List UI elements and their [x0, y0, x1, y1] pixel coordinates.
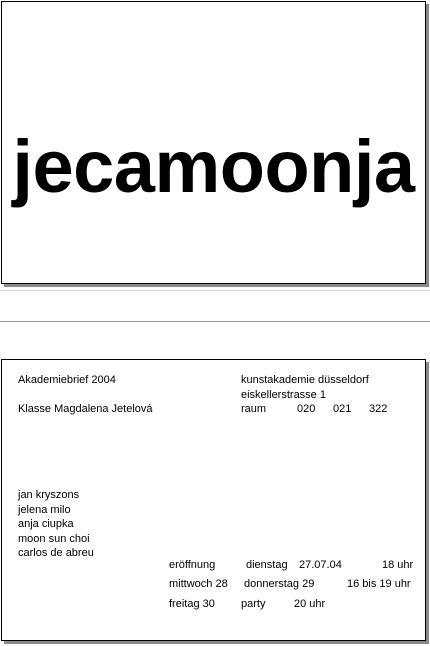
schedule-day: mittwoch 28 — [169, 578, 228, 590]
artist-name: moon sun choi — [18, 532, 90, 545]
artist-name: anja ciupka — [18, 518, 74, 530]
header-line-2: Klasse Magdalena Jetelová — [18, 403, 153, 415]
room-number: 021 — [333, 403, 352, 415]
schedule-day: donnerstag 29 — [244, 578, 315, 590]
exhibition-title: jecamoonja — [12, 125, 415, 208]
institution-name: kunstakademie düsseldorf — [241, 374, 369, 386]
artist-list — [18, 488, 94, 561]
room-number: 020 — [297, 403, 316, 415]
opening-date: 27.07.04 — [299, 559, 342, 571]
opening-label: eröffnung — [169, 559, 216, 571]
schedule-time: 20 uhr — [294, 598, 326, 610]
back-card — [1, 359, 426, 641]
room-number: 322 — [369, 403, 388, 415]
left-header — [18, 373, 153, 417]
street-address: eiskellerstrasse 1 — [241, 388, 326, 401]
header-line-1: Akademiebrief 2004 — [18, 374, 116, 386]
artist-name: carlos de abreu — [18, 547, 94, 559]
divider-line — [0, 290, 430, 291]
opening-time: 18 uhr — [382, 559, 414, 571]
room-row — [241, 402, 387, 417]
artist-name: jan kryszons — [18, 489, 80, 501]
opening-day: dienstag — [246, 559, 288, 571]
divider-line — [0, 321, 430, 322]
schedule-time: 16 bis 19 uhr — [347, 578, 411, 590]
right-header — [241, 373, 387, 417]
schedule-day: freitag 30 — [169, 598, 215, 610]
schedule-event: party — [241, 598, 266, 610]
room-label: raum — [241, 403, 267, 415]
front-card — [1, 1, 426, 284]
artist-name: jelena milo — [18, 503, 71, 516]
